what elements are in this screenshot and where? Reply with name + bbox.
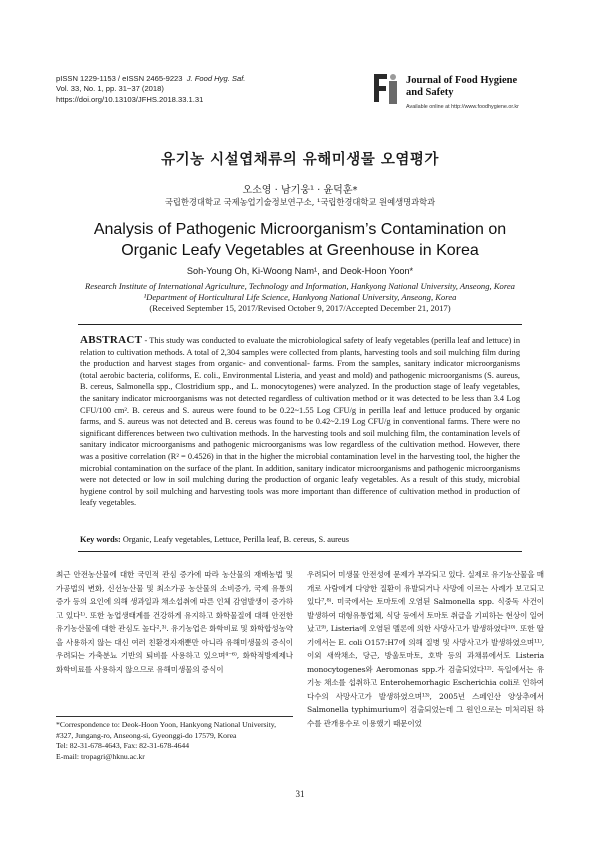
title-english: Analysis of Pathogenic Microorganism’s Contamination on Organic Leafy Vegetables at Greenhouse in Korea [93, 221, 507, 259]
keywords-label: Key words: [80, 535, 121, 544]
abstract-text: - This study was conducted to evaluate the microbiological safety of leafy vegetables (perilla leaf and lettuce) in relation to cultivation methods. A total of 2,304 samples were collected from plants, harvesting tools and soil mulching film during the production and harvest stages from organic- and conventional- farms. From the samples, sanitary indicator microorganisms (total aerobic bacteria, coliforms, E. coli., Environmental Listeria, and yeast and mold) and pathogenic microorganisms (S. aureus, B. cereus, Salmonella spp., Clostridium spp., and L. monocytogenes) were analyzed. In the production stage of leafy vegetables, the sanitary indicator microorganisms was not detected regardless of cultivation method or it was detected to be less than 3.4 Log CFU/100 cm². B. cereus and S. aureus were found to be 0.22~1.55 Log CFU/g in perilla leaf and lettuce produced by organic farms, and S. aureus was not detected and B. cereus was found to be 0.42~2.19 Log CFU/g in conventional farms. There were no significant differences between two cultivation methods. In the harvesting tools and soil mulching film, the contamination levels of sanitary indicator microorganisms and pathogenic microorganisms was low regardless of the cultivation method. However, there was a positive correlation (R² = 0.4526) in that in the higher the microbial contamination level in the harvesting tool, the higher the microbial contamination on the surface of the plant. In addition, sanitary indicator microorganisms and pathogenic microorganisms were not detected or low in soil mulching during the production of organic leafy vegetables. As a result of this study, microbial hygiene control by soil mulching and harvesting tools was more important than difference of cultivation method in production of leafy vegetables. [80, 336, 520, 508]
abstract [80, 335, 520, 509]
abstract-label: ABSTRACT [80, 334, 143, 346]
received-dates: (Received September 15, 2017/Revised October 9, 2017/Accepted December 21, 2017) [149, 303, 451, 313]
journal-branding [370, 72, 560, 116]
article-meta [56, 74, 245, 105]
journal-abbrev: J. Food Hyg. Saf. [186, 74, 246, 83]
abstract-top-rule [78, 324, 522, 325]
title-korean: 유기농 시설엽채류의 유해미생물 오염평가 [161, 152, 439, 168]
journal-url[interactable]: Available online at http://www.foodhygiene.or.kr [406, 104, 519, 110]
journal-name: Journal of Food Hygiene and Safety [406, 75, 518, 98]
authors-korean: 오소영 · 남기웅¹ · 윤덕훈* [242, 185, 358, 196]
correspondence-footnote: *Correspondence to: Deok-Hoon Yoon, Hankyong National University, #327, Jungang-ro, Anseong-si, Gyeonggi-do 17579, Korea Tel: 82-31-678-4643, Fax: 82-31-678-4644 E-mail: tropagri@hknu.ac.kr [56, 720, 293, 762]
volume-line: Vol. 33, No. 1, pp. 31~37 (2018) [56, 84, 164, 94]
issn-line: pISSN 1229-1153 / eISSN 2465-9223 [56, 74, 183, 83]
page-number: 31 [295, 789, 305, 799]
authors-english: Soh-Young Oh, Ki-Woong Nam¹, and Deok-Hoon Yoon* [186, 266, 414, 276]
affiliation-english: Research Institute of International Agriculture, Technology and Information, Hankyong National University, Anseong, Korea ¹Department of Horticultural Life Science, Hankyong National University, Anseong, Korea [85, 281, 515, 302]
journal-logo-icon [370, 72, 400, 106]
keywords [80, 535, 520, 544]
body-right-column: 우려되어 미생물 안전성에 문제가 부각되고 있다. 실제로 유기농산물을 매개로 사람에게 다양한 질환이 유발되거나 사망에 이르는 사례가 보고되고 있다⁷,⁸⁾. 미국에서는 토마토에 오염된 Salmonella spp. 식중독 사건이 발생하여 대형유통업체, 식당 등에서 토마토 취급을 기피하는 현상이 일어났고⁹⁾, Listeria에 오염된 멜론에 의한 사망사고가 발생하였다¹⁰⁾. 또한 딸기에서는 E. coli O157:H7에 의해 질병 및 사망사고가 발생하였으며¹¹⁾, 이외 새싹채소, 당근, 방울토마토, 호박 등의 과채류에서도 Listeria monocytogenes와 Aeromonas spp.가 검출되었다¹²⁾. 독일에서는 유기농 채소를 섭취하고 Enterohemorhagic Escherichia coli로 인하여 다수의 사망사고가 발생하였으며¹³⁾, 2005년 스페인산 양상추에서 Salmonella typhimurium이 검출되었는데 그 원인으로는 미처리된 하수를 관개용수로 이용했기 때문이었 [307, 570, 544, 729]
body-left-column: 최근 안전농산물에 대한 국민적 관심 증가에 따라 농산물의 재배농법 및 가공법의 변화, 신선농산물 및 최소가공 농산물의 소비증가, 국제 유통의 증가 등의 요인에 의해 생과일과 채소섭취에 따른 인체 감염발생이 증가하고 있다¹⁾. 또한 농업생태계를 건강하게 유지하고 화학물질에 대해 안전한 유기농산물에 대한 관심도 높다²,³⁾. 유기농업은 화학비료 및 화학합성농약을 사용하지 않는 대신 여러 친환경자재뿐만 아니라 유해미생물의 증식이 우려되는 가축분뇨 기반의 퇴비를 사용하고 있으며⁴⁻⁶⁾, 화학적방제제나 화학비료를 사용하지 않으므로 유해미생물의 증식이 [56, 570, 293, 674]
abstract-bottom-rule [78, 551, 522, 552]
keywords-text: Organic, Leafy vegetables, Lettuce, Perilla leaf, B. cereus, S. aureus [120, 535, 349, 544]
doi-link[interactable]: https://doi.org/10.13103/JFHS.2018.33.1.31 [56, 94, 204, 104]
correspondence-email[interactable]: E-mail: tropagri@hknu.ac.kr [56, 751, 145, 761]
footnote-rule [56, 716, 293, 717]
affiliation-korean: 국립한경대학교 국제농업기술정보연구소, ¹국립한경대학교 원예생명과학과 [164, 197, 436, 207]
